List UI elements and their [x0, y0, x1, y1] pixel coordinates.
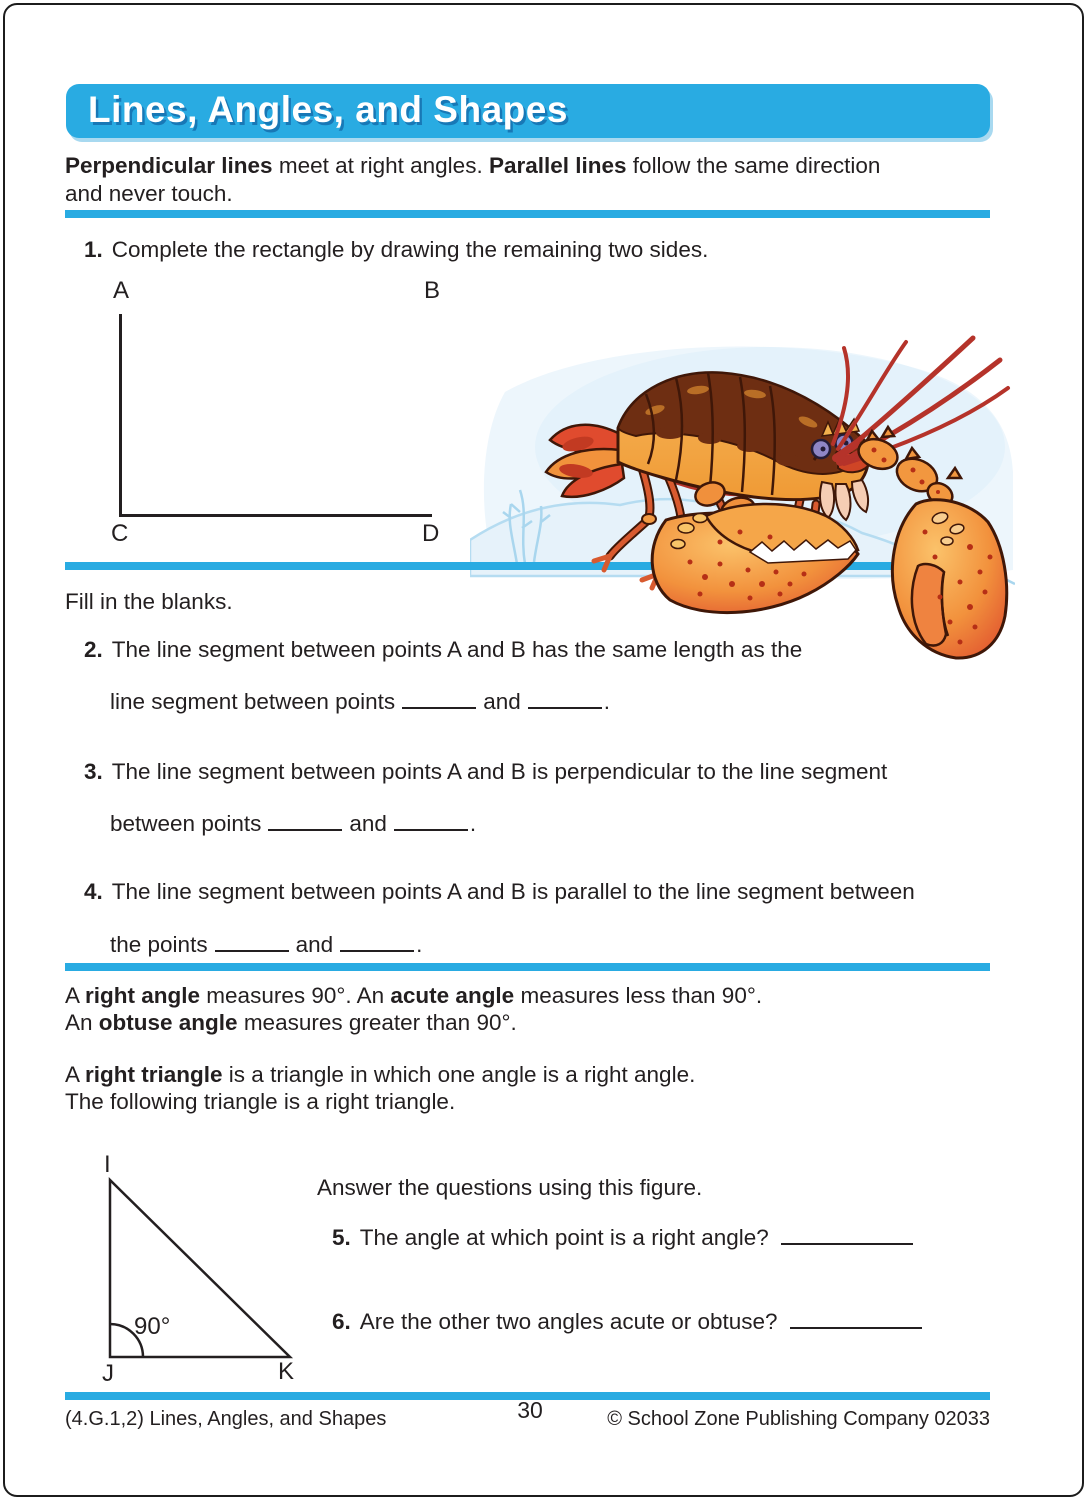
- question-6-number: 6.: [332, 1309, 351, 1334]
- question-4-line2: the points and .: [110, 932, 423, 957]
- lesson-title-banner: [66, 84, 990, 138]
- question-6: 6. Are the other two angles acute or obtuse?: [332, 1308, 929, 1336]
- question-2-number: 2.: [84, 637, 103, 662]
- answer-blank-q5: [781, 1225, 913, 1245]
- tri-point-k-label: K: [278, 1358, 295, 1385]
- term-right-angle: right angle: [85, 983, 201, 1008]
- question-5-number: 5.: [332, 1225, 351, 1250]
- question-3-line1: 3. The line segment between points A and B is perpendicular to the line segment: [84, 759, 888, 784]
- angle-definitions: A right angle measures 90°. An acute angle measures less than 90°. An obtuse angle measures greater than 90°.: [65, 983, 763, 1035]
- rectangle-side-cd: [119, 514, 432, 517]
- answer-blank-q3-1: [268, 811, 342, 831]
- term-perpendicular-lines: Perpendicular lines: [65, 153, 273, 178]
- tri-point-j-label: J: [102, 1360, 114, 1387]
- right-triangle-definition: A right triangle is a triangle in which one angle is a right angle. The following triangle is a right triangle.: [65, 1062, 696, 1114]
- fill-blanks-heading: Fill in the blanks.: [65, 589, 233, 614]
- right-triangle-figure: [85, 1148, 315, 1388]
- question-3-number: 3.: [84, 759, 103, 784]
- page-number: 30: [517, 1397, 543, 1423]
- rect-point-a-label: A: [113, 277, 130, 304]
- tri-angle-90-label: 90°: [134, 1313, 171, 1340]
- rect-point-c-label: C: [111, 520, 129, 547]
- question-4-number: 4.: [84, 879, 103, 904]
- section-divider-3: [65, 963, 990, 971]
- lobster-illustration: [470, 332, 1015, 662]
- question-3-line2: between points and .: [110, 811, 477, 836]
- answer-blank-q4-1: [215, 932, 289, 952]
- tri-point-i-label: I: [104, 1151, 111, 1178]
- intro-paragraph: Perpendicular lines meet at right angles. Parallel lines follow the same direction and never touch.: [65, 153, 881, 206]
- page-title: Lines, Angles, and Shapes: [88, 89, 568, 130]
- footer-copyright: © School Zone Publishing Company 02033: [607, 1408, 990, 1430]
- question-5: 5. The angle at which point is a right angle?: [332, 1224, 920, 1252]
- footer-standard-reference: (4.G.1,2) Lines, Angles, and Shapes: [65, 1408, 387, 1430]
- question-1: 1. Complete the rectangle by drawing the remaining two sides.: [84, 237, 709, 262]
- answer-blank-q4-2: [340, 932, 414, 952]
- question-2-line2: line segment between points and .: [110, 689, 610, 714]
- rect-point-d-label: D: [422, 520, 440, 547]
- term-obtuse-angle: obtuse angle: [98, 1010, 238, 1035]
- answer-heading: Answer the questions using this figure.: [317, 1175, 703, 1200]
- answer-blank-q2-1: [402, 689, 476, 709]
- answer-blank-q3-2: [394, 811, 468, 831]
- question-4-line1: 4. The line segment between points A and B is parallel to the line segment between: [84, 879, 915, 904]
- term-right-triangle: right triangle: [85, 1062, 223, 1087]
- answer-blank-q2-2: [528, 689, 602, 709]
- answer-blank-q6: [790, 1309, 922, 1329]
- rectangle-side-ac: [119, 314, 122, 517]
- section-divider-1: [65, 210, 990, 218]
- term-acute-angle: acute angle: [390, 983, 515, 1008]
- rect-point-b-label: B: [424, 277, 441, 304]
- term-parallel-lines: Parallel lines: [488, 153, 627, 178]
- question-1-number: 1.: [84, 237, 103, 262]
- question-2-line1: 2. The line segment between points A and B has the same length as the: [84, 637, 803, 662]
